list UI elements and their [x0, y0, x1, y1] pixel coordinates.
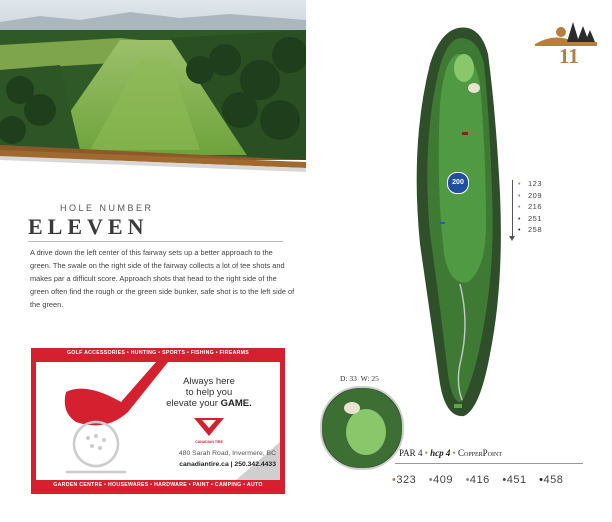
tee-item: •451 — [502, 474, 527, 486]
green-dimensions: D: 33 W: 25 — [340, 374, 379, 383]
green-detail — [320, 386, 404, 470]
green-shape — [454, 54, 474, 82]
yardage-list — [518, 178, 542, 236]
title-divider — [28, 241, 283, 242]
ad-logo-text: CANADIAN TIRE — [195, 440, 223, 444]
tee-yardages — [392, 474, 572, 486]
hole-description: A drive down the left center of this fairway sets up a better approach to the green. The swale on the right side of the fairway collects a lot of tee shots and makes par a difficult score. Approach shots that head to the right side of the green often find the rough or the green side bunker, safe shot is to the left side of the green. — [30, 248, 295, 309]
canadian-tire-ad[interactable] — [31, 348, 285, 494]
yardage-item: • 216 — [518, 202, 543, 211]
par-line: PAR 4 • hcp 4 • CopperPoint — [399, 448, 503, 458]
yardage-item: • 209 — [518, 190, 543, 200]
ad-contact[interactable]: canadiantire.ca | 250.342.4433 — [179, 461, 276, 468]
hole-kicker: HOLE NUMBER — [60, 203, 154, 213]
tee-item: •458 — [539, 474, 564, 486]
ad-slogan: Always here to help you elevate your GAME. — [166, 376, 252, 409]
par-divider — [395, 463, 583, 464]
photo-accent-stripe — [0, 150, 306, 166]
yardage-item: • 258 — [518, 225, 543, 234]
ad-bottom-line: GARDEN CENTRE • HOUSEWARES • HARDWARE • PAINT • CAMPING • AUTO — [53, 482, 263, 488]
bunker-shape — [468, 83, 480, 93]
tee-item: •416 — [465, 474, 490, 486]
yardage-item: • 123 — [518, 179, 543, 188]
yardage-item: • 251 — [518, 213, 543, 223]
ad-panel — [36, 362, 280, 480]
ad-top-line: GOLF ACCESSORIES • HUNTING • SPORTS • FISHING • FIREARMS — [66, 350, 250, 356]
aerial-photo — [0, 0, 306, 160]
tee-item: •409 — [428, 474, 453, 486]
hole-number: 11 — [559, 44, 579, 68]
hole-title: ELEVEN — [28, 214, 149, 239]
tee-item: •323 — [392, 474, 417, 486]
distance-marker: 200 — [447, 172, 469, 194]
arrow-down-icon — [509, 236, 515, 241]
yardage-line — [512, 180, 513, 238]
ad-address: 480 Sarah Road, Invermere, BC — [178, 450, 276, 457]
hole-map — [400, 24, 530, 429]
